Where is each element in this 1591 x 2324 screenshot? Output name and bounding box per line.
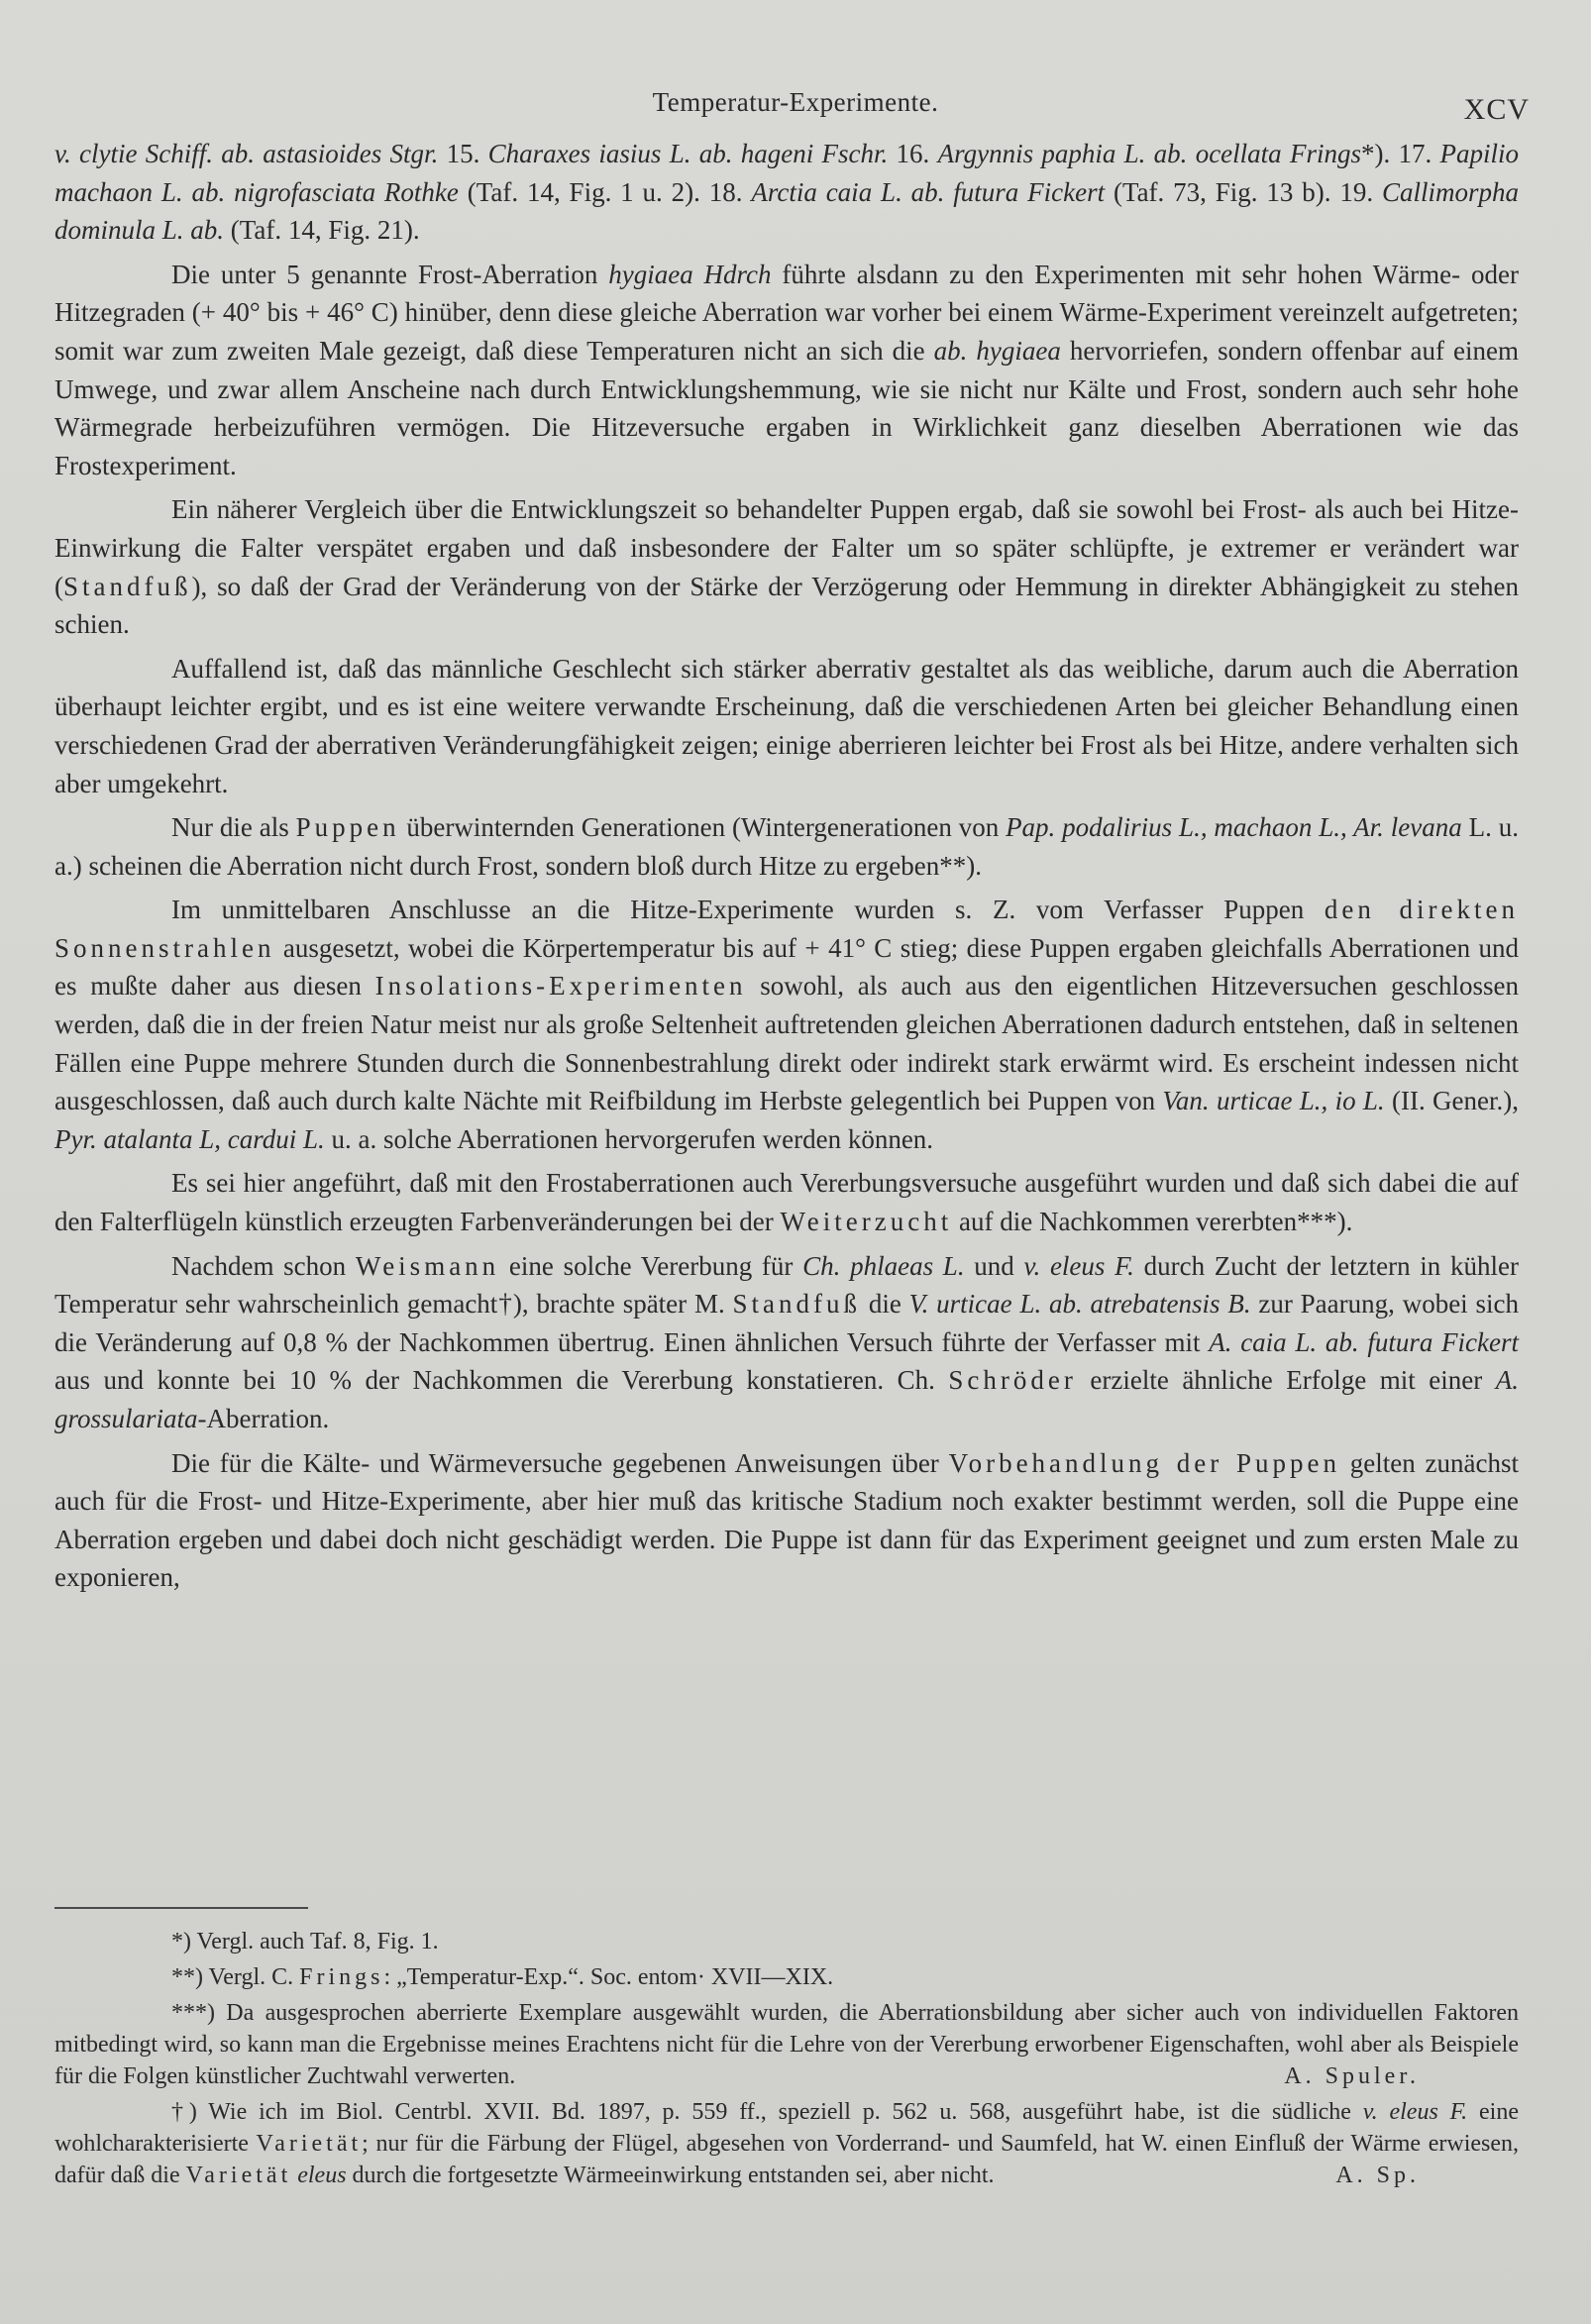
text-run: erzielte ähnliche Erfolge mit einer xyxy=(1076,1365,1496,1396)
footnote-3 xyxy=(54,1997,1519,2092)
spaced-name: Schröder xyxy=(948,1365,1077,1396)
text-run: sowohl, als auch aus den eigentlichen Hitzeversuchen geschlossen werden, daß die in der freien Natur meist nur als große Seltenheit auftretenden gleichen Aberrationen dadurch entstehen, daß in seltenen Fällen eine Puppe mehrere Stunden durch die Sonnenbestrahlung direkt oder indirekt stark erwärmt wird. Es erscheint indessen nicht ausgeschlossen, daß auch durch kalte Nächte mit Reifbildung im Herbste gelegentlich bei Puppen von xyxy=(54,971,1519,1116)
text-run: Die für die Kälte- und Wärmeversuche gegebenen Anweisungen über xyxy=(171,1447,949,1478)
text-run: (II. Gener.), xyxy=(1384,1086,1519,1116)
text-run: durch Zucht der letztern in kühler Temperatur sehr wahrscheinlich gemacht†), brachte später M. xyxy=(54,1250,1519,1320)
spaced-name: Weismann xyxy=(355,1250,500,1281)
species-name: Argynnis paphia L. ab. ocellata Frings xyxy=(937,139,1361,168)
text-run: eine solche Vererbung für xyxy=(499,1250,803,1281)
species-name: Arctia caia L. ab. futura Fickert xyxy=(751,176,1106,207)
species-name: Callimorpha dominula L. ab. xyxy=(54,176,1519,246)
paragraph-2 xyxy=(54,256,1519,485)
species-name: v. eleus F. xyxy=(1362,2099,1468,2125)
paragraph-1 xyxy=(54,135,1519,250)
spaced-name: Standfuß xyxy=(732,1289,862,1320)
species-name: v. eleus F. xyxy=(1023,1250,1134,1281)
text-run: (Taf. 14, Fig. 21). xyxy=(224,215,420,246)
author-signature: A. Sp. xyxy=(1335,2163,1420,2188)
spaced-term: Insolations-Experimenten xyxy=(374,971,747,1002)
text-run: führte alsdann zu den Experimenten mit sehr hohen Wärme- oder Hitzegraden (+ 40° bis + 46° C) hinüber, denn diese gleiche Aberration war vorher bei einem Wärme-Experiment vereinzelt aufgetreten; somit war zum zweiten Male gezeigt, daß diese Temperaturen nicht an sich die xyxy=(54,259,1519,366)
text-run: 15. xyxy=(438,139,488,168)
species-name: A. grossulariata xyxy=(54,1365,1519,1433)
footnote-1: *) Vergl. auch Taf. 8, Fig. 1. xyxy=(171,1929,439,1954)
text-run: †) Wie ich im Biol. Centrbl. XVII. Bd. 1897, p. 559 ff., speziell p. 562 u. 568, ausgeführt habe, ist die südliche xyxy=(171,2099,1363,2125)
paragraph-7 xyxy=(54,1164,1519,1240)
footnotes xyxy=(54,1926,1519,2195)
paragraph-4: Auffallend ist, daß das männliche Geschlecht sich stärker aberrativ gestaltet als das weibliche, darum auch die Aberration überhaupt leichter ergibt, und es ist eine weitere verwandte Erscheinung, daß die verschiedenen Arten bei gleicher Behandlung einen verschiedenen Grad der aberrativen Veränderungfähigkeit zeigen; einige aberrieren leichter bei Frost als bei Hitze, andere verhalten sich aber umgekehrt. xyxy=(54,653,1519,798)
text-run: 16. xyxy=(888,139,938,168)
text-run: Nur die als xyxy=(171,812,296,843)
species-name: ab. hygiaea xyxy=(933,335,1061,366)
text-run: L. u. a.) scheinen die Aberration nicht durch Frost, sondern bloß durch Hitze zu ergeben**). xyxy=(54,812,1519,881)
running-title: Temperatur-Experimente. xyxy=(652,87,939,117)
text-run: zur Paarung, wobei sich die Veränderung auf 0,8 % der Nachkommen übertrug. Einen ähnlichen Versuch führte der Verfasser mit xyxy=(54,1289,1519,1357)
footnote-divider xyxy=(54,1907,308,1909)
paragraph-8 xyxy=(54,1247,1519,1438)
species-name: V. urticae L. ab. atrebatensis B. xyxy=(908,1289,1251,1320)
text-run: : „Temperatur-Exp.“. Soc. entom· XVII—XIX. xyxy=(383,1964,834,1990)
paragraph-3 xyxy=(54,490,1519,643)
spaced-term: Varietät xyxy=(256,2131,363,2157)
text-run: -Aberration. xyxy=(197,1404,330,1433)
text-run: hervorriefen, sondern offenbar auf einem Umwege, und zwar allem Anscheine nach durch Entwicklungshemmung, wie sie nicht nur Kälte und Frost, sondern auch sehr hohe Wärmegrade herbeizuführen vermögen. Die Hitzeversuche ergaben in Wirklichkeit ganz dieselben Aberrationen wie das Frostexperiment. xyxy=(54,335,1519,480)
text-run: (Taf. 73, Fig. 13 b). 19. xyxy=(1105,176,1382,207)
species-name: Van. urticae L., io L. xyxy=(1162,1086,1385,1116)
species-name: hygiaea Hdrch xyxy=(608,259,772,289)
spaced-name: Frings xyxy=(299,1964,384,1990)
species-name: Papilio machaon L. ab. nigrofasciata Rothke xyxy=(54,139,1520,207)
author-signature: A. Spuler. xyxy=(1284,2063,1420,2089)
spaced-name: Standfuß xyxy=(63,571,192,601)
text-run: (Taf. 14, Fig. 1 u. 2). 18. xyxy=(458,176,752,207)
species-name: v. clytie Schiff. ab. astasioides Stgr. xyxy=(54,139,439,168)
text-run: ; nur für die Färbung der Flügel, abgesehen von Vorderrand- und Saumfeld, hat W. einen Einfluß der Wärme erwiesen, dafür daß die xyxy=(54,2131,1520,2188)
text-run: aus und konnte bei 10 % der Nachkommen die Vererbung konstatieren. Ch. xyxy=(54,1365,949,1396)
text-run: eine wohlcharakterisierte xyxy=(54,2099,1519,2157)
species-name: eleus xyxy=(297,2163,347,2188)
paragraph-9 xyxy=(54,1444,1519,1597)
footnote-4 xyxy=(54,2096,1519,2191)
text-run: Ein näherer Vergleich über die Entwicklungszeit so behandelter Puppen ergab, daß sie sowohl bei Frost- als auch bei Hitze-Einwirkung die Falter verspätet ergaben und daß insbesondere der Falter um so später schlüpfte, je extremer er verändert war ( xyxy=(54,494,1519,601)
species-name: Charaxes iasius L. ab. hageni Fschr. xyxy=(487,139,889,168)
footnote-2 xyxy=(54,1961,1519,1993)
text-run: auf die Nachkommen vererbten***). xyxy=(952,1207,1353,1237)
text-run: überwinternden Generationen (Wintergenerationen von xyxy=(399,812,1007,843)
text-run: *). 17. xyxy=(1360,139,1440,168)
text-run: und xyxy=(964,1250,1024,1281)
species-name: Ch. phlaeas L. xyxy=(802,1250,965,1281)
text-run: gelten zunächst auch für die Frost- und Hitze-Experimente, aber hier muß das kritische Stadium noch exakter bestimmt werden, soll die Puppe eine Aberration ergeben und dabei doch nicht geschädigt werden. Die Puppe ist dann für das Experiment geeignet und zum ersten Male zu exponieren, xyxy=(54,1447,1519,1593)
text-run: Es sei hier angeführt, daß mit den Frostaberrationen auch Vererbungsversuche ausgeführt wurden und daß sich dabei die auf den Falterflügeln künstlich erzeugten Farbenveränderungen bei der xyxy=(54,1168,1519,1237)
text-run: die xyxy=(861,1289,909,1320)
spaced-term: Varietät xyxy=(185,2163,292,2188)
text-run: **) Vergl. C. xyxy=(171,1964,300,1990)
text-run: Die unter 5 genannte Frost-Aberration xyxy=(171,259,609,289)
text-run: ausgesetzt, wobei die Körpertemperatur bis auf + 41° C stieg; diese Puppen ergaben gleichfalls Aberrationen und es mußte daher aus diesen xyxy=(54,932,1519,1002)
text-run: Im unmittelbaren Anschlusse an die Hitze-Experimente wurden s. Z. vom Verfasser Puppen xyxy=(171,895,1325,925)
text-run: u. a. solche Aberrationen hervorgerufen werden können. xyxy=(324,1123,934,1154)
spaced-term: Puppen xyxy=(295,812,400,843)
paragraph-6 xyxy=(54,891,1519,1158)
footnote-text: ***) Da ausgesprochen aberrierte Exemplare ausgewählt wurden, die Aberrationsbildung aber sicher auch von individuellen Faktoren mitbedingt wird, so kann man die Ergebnisse meines Erachtens nicht für die Lehre von der Vererbung erworbener Eigenschaften, wohl aber als Beispiele für die Folgen künstlicher Zuchtwahl verwerten. xyxy=(54,2000,1519,2089)
species-name: Pyr. atalanta L, cardui L. xyxy=(54,1123,325,1154)
text-run: durch die fortgesetzte Wärmeeinwirkung entstanden sei, aber nicht. xyxy=(346,2163,995,2188)
spaced-term: den direkten Sonnenstrahlen xyxy=(54,895,1519,963)
species-name: Pap. podalirius L., machaon L., Ar. levana xyxy=(1006,812,1462,843)
page-number: XCV xyxy=(1463,93,1530,126)
paragraph-5 xyxy=(54,808,1519,885)
spaced-term: Vorbehandlung der Puppen xyxy=(948,1447,1341,1478)
species-name: A. caia L. ab. futura Fickert xyxy=(1209,1326,1519,1357)
spaced-term: Weiterzucht xyxy=(780,1207,953,1237)
text-run: ), so daß der Grad der Veränderung von der Stärke der Verzögerung oder Hemmung in direkter Abhängigkeit zu stehen schien. xyxy=(54,571,1519,640)
body-text xyxy=(54,135,1519,1603)
text-run: Nachdem schon xyxy=(171,1250,356,1281)
